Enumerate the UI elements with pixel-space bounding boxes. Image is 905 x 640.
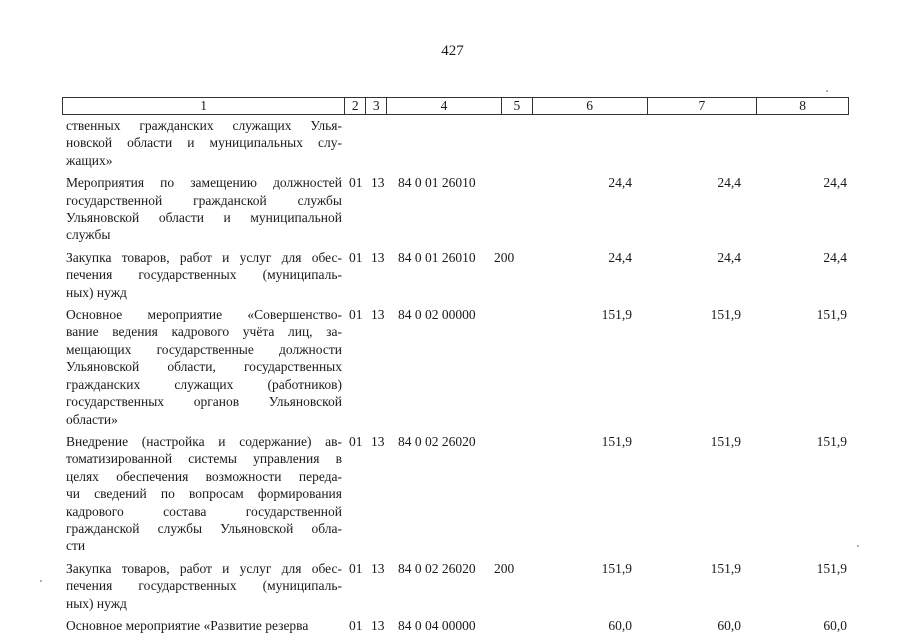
row-value-8: 151,9 — [816, 307, 847, 323]
row-podrazdel: 13 — [371, 560, 385, 576]
row-name-line: ственных гражданских служащих Улья- — [66, 118, 342, 133]
row-podrazdel: 13 — [371, 617, 385, 633]
row-name-line: новской области и муниципальных слу- — [66, 135, 342, 151]
row-name-line: чи сведений по вопросам формирования — [66, 486, 342, 502]
header-col-3: 3 — [366, 98, 387, 114]
row-name-line: жащих» — [66, 152, 113, 168]
row-podrazdel: 13 — [371, 433, 385, 449]
row-value-8: 24,4 — [823, 249, 847, 265]
row-name — [66, 249, 342, 301]
row-podrazdel: 13 — [371, 307, 385, 323]
row-name-line: гражданских служащих (работников) — [66, 376, 342, 392]
row-value-7: 60,0 — [717, 617, 741, 633]
table-row — [0, 174, 905, 244]
header-col-4: 4 — [387, 98, 502, 114]
row-name-line: Основное мероприятие «Развитие резерва — [66, 617, 309, 633]
row-csr: 84 0 01 26010 — [398, 175, 476, 191]
row-value-8: 151,9 — [816, 560, 847, 576]
row-vr: 200 — [494, 249, 515, 265]
row-name-line: печения государственных (муниципаль- — [66, 578, 342, 594]
row-name — [66, 117, 342, 169]
row-csr: 84 0 02 26020 — [398, 560, 476, 576]
row-value-6: 24,4 — [608, 249, 632, 265]
table-row — [0, 306, 905, 428]
row-value-7: 151,9 — [710, 560, 741, 576]
row-value-7: 151,9 — [710, 433, 741, 449]
row-razdel: 01 — [349, 560, 363, 576]
row-name-line: вание ведения кадрового учёта лиц, за- — [66, 324, 342, 340]
row-name-line: Закупка товаров, работ и услуг для обес- — [66, 249, 342, 265]
row-value-6: 151,9 — [601, 307, 632, 323]
row-name-line: сти — [66, 538, 86, 554]
row-value-8: 60,0 — [823, 617, 847, 633]
table-row — [0, 249, 905, 301]
row-name-line: кадрового состава государственной — [66, 503, 342, 519]
row-value-7: 24,4 — [717, 175, 741, 191]
row-name — [66, 306, 342, 428]
row-name-line: Закупка товаров, работ и услуг для обес- — [66, 560, 342, 576]
row-name-line: мещающих государственные должности — [66, 341, 342, 357]
table-row — [0, 560, 905, 612]
row-value-6: 60,0 — [608, 617, 632, 633]
row-name-line: томатизированной системы управления в — [66, 451, 342, 467]
row-value-8: 24,4 — [823, 175, 847, 191]
header-col-6: 6 — [533, 98, 648, 114]
row-razdel: 01 — [349, 307, 363, 323]
header-col-5: 5 — [502, 98, 533, 114]
table-body — [0, 117, 905, 634]
scan-speck — [40, 580, 42, 582]
table-header-row — [62, 97, 849, 115]
row-name — [66, 560, 342, 612]
row-name-line: Основное мероприятие «Совершенство- — [66, 307, 342, 323]
scan-speck — [826, 90, 828, 92]
scan-speck — [857, 545, 859, 547]
row-value-8: 151,9 — [816, 433, 847, 449]
row-name-line: печения государственных (муниципаль- — [66, 267, 342, 283]
row-name-line: гражданской службы Ульяновской обла- — [66, 520, 342, 536]
row-name-line: области» — [66, 411, 118, 427]
row-name-line: Ульяновской области, государственных — [66, 359, 342, 375]
row-value-7: 24,4 — [717, 249, 741, 265]
row-razdel: 01 — [349, 433, 363, 449]
header-col-1: 1 — [63, 98, 345, 114]
row-name-line: Ульяновской области и муниципальной — [66, 210, 342, 226]
table-row — [0, 617, 905, 634]
row-razdel: 01 — [349, 617, 363, 633]
row-name — [66, 617, 342, 634]
row-csr: 84 0 01 26010 — [398, 249, 476, 265]
row-name — [66, 433, 342, 555]
header-col-8: 8 — [799, 98, 806, 113]
header-col-7: 7 — [648, 98, 758, 114]
page-number: 427 — [441, 43, 464, 59]
header-col-2: 2 — [345, 98, 366, 114]
row-razdel: 01 — [349, 249, 363, 265]
row-podrazdel: 13 — [371, 249, 385, 265]
row-csr: 84 0 02 00000 — [398, 307, 476, 323]
row-name-line: ных) нужд — [66, 284, 127, 300]
row-csr: 84 0 02 26020 — [398, 433, 476, 449]
row-value-6: 151,9 — [601, 433, 632, 449]
row-name — [66, 174, 342, 244]
row-name-line: государственной гражданской службы — [66, 192, 342, 208]
table-row — [0, 433, 905, 555]
row-value-6: 151,9 — [601, 560, 632, 576]
row-name-line: ных) нужд — [66, 595, 127, 611]
row-razdel: 01 — [349, 175, 363, 191]
row-podrazdel: 13 — [371, 175, 385, 191]
row-value-7: 151,9 — [710, 307, 741, 323]
row-value-6: 24,4 — [608, 175, 632, 191]
row-csr: 84 0 04 00000 — [398, 617, 476, 633]
row-name-line: Мероприятия по замещению должностей — [66, 175, 342, 191]
row-vr: 200 — [494, 560, 515, 576]
row-name-line: Внедрение (настройка и содержание) ав- — [66, 433, 342, 449]
row-name-line: государственных органов Ульяновской — [66, 394, 342, 410]
table-row — [0, 117, 905, 169]
row-name-line: службы — [66, 227, 111, 243]
row-name-line: целях обеспечения возможности переда- — [66, 468, 342, 484]
